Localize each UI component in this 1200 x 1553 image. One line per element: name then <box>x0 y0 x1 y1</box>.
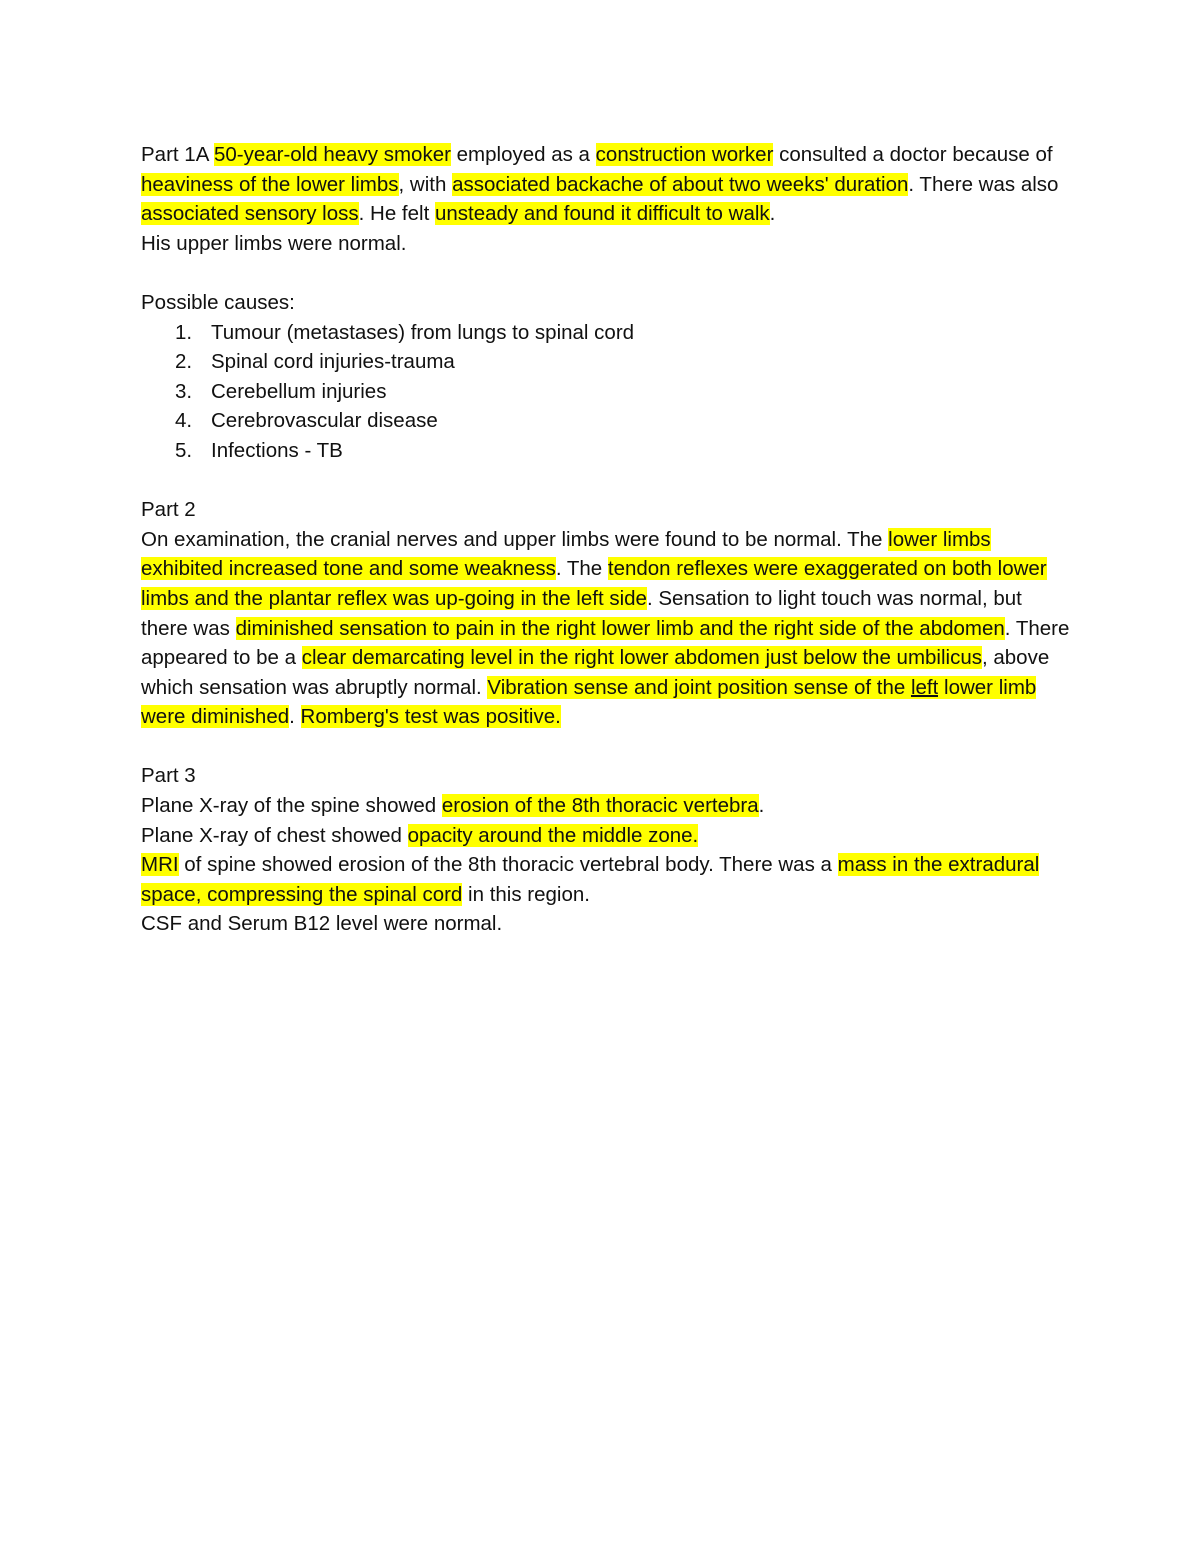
part3-text: Plane X-ray of the spine showed <box>141 794 442 818</box>
part1-text: . There was also <box>908 172 1059 196</box>
part3-line-chest-xray <box>141 821 1071 851</box>
list-number: 1. <box>175 320 193 344</box>
part1-text: employed as a <box>450 143 596 166</box>
part3-line-csf <box>141 909 1071 939</box>
list-number: 4. <box>175 409 193 433</box>
document-page <box>141 140 1071 939</box>
part1-paragraph <box>141 140 1071 258</box>
list-item-text: Cerebrovascular disease <box>211 409 438 433</box>
causes-list <box>141 318 1071 466</box>
highlight-occupation: construction worker <box>595 143 774 166</box>
list-item <box>141 347 1071 377</box>
part2-paragraph <box>141 525 1071 732</box>
part3-line-mri <box>141 850 1071 909</box>
highlight-smoker: 50-year-old heavy smoker <box>213 143 451 166</box>
part2-text: On examination, the cranial nerves and upper limbs were found to be normal. The <box>141 527 889 551</box>
part2-text: . <box>289 705 301 729</box>
highlight-opacity: opacity around the middle zone. <box>407 823 699 847</box>
highlight-diminished-sensation: diminished sensation to pain in the right lower limb and the right side of the abdomen <box>235 616 1005 640</box>
list-item-text: Tumour (metastases) from lungs to spinal cord <box>211 320 635 344</box>
highlight-lower-limbs: heaviness of the lower limbs <box>141 172 399 196</box>
list-number: 2. <box>175 350 193 374</box>
list-item <box>141 436 1071 466</box>
list-item-text: Infections - TB <box>211 438 343 462</box>
part1-text: . He felt <box>358 202 435 226</box>
blank-line <box>141 466 1071 496</box>
highlight-lower-limb-diminished: lower limb were diminished <box>141 675 1037 729</box>
part3-text: of spine showed erosion of the 8th thoracic vertebral body. There was a <box>178 853 838 877</box>
list-item <box>141 377 1071 407</box>
highlight-extradural-mass: mass in the extradural space, compressing the spinal cord <box>141 853 1040 906</box>
part1-text: . <box>769 202 776 226</box>
highlight-backache: associated backache of about two weeks' duration <box>452 172 909 196</box>
list-item <box>141 406 1071 436</box>
part3-text: . <box>758 794 765 818</box>
part3-text: CSF and Serum B12 level were normal. <box>141 912 503 936</box>
part3-line-spine-xray <box>141 791 1071 821</box>
highlight-demarcating-level: clear demarcating level in the right lower abdomen just below the umbilicus <box>301 646 982 670</box>
highlight-increased-tone: lower limbs exhibited increased tone and some weakness <box>141 527 991 581</box>
list-item-text: Spinal cord injuries-trauma <box>211 350 455 374</box>
highlight-romberg: Romberg's test was positive. <box>300 705 561 729</box>
highlight-mri: MRI <box>141 853 179 877</box>
part3-text: in this region. <box>462 882 590 906</box>
part2-text: . Sensation to light touch was normal, but there was <box>141 586 1022 640</box>
highlight-vibration-sense: Vibration sense and joint position sense of the <box>487 675 911 699</box>
highlight-tendon-reflexes: tendon reflexes were exaggerated on both lower limbs and the plantar reflex was up-going in the left side <box>141 557 1047 610</box>
causes-heading: Possible causes: <box>141 290 295 314</box>
part1-text: , with <box>398 172 453 196</box>
highlight-vertebra-erosion: erosion of the 8th thoracic vertebra <box>441 794 759 818</box>
part1-label: Part 1A <box>141 143 214 166</box>
highlight-unsteady: unsteady and found it difficult to walk <box>434 202 770 226</box>
part2-text: . The <box>555 557 608 581</box>
part2-heading: Part 2 <box>141 498 196 522</box>
list-number: 3. <box>175 379 193 403</box>
part2-text: , above which sensation was abruptly normal. <box>141 646 1050 699</box>
list-item-text: Cerebellum injuries <box>211 379 387 403</box>
blank-line <box>141 732 1071 762</box>
highlight-sensory-loss: associated sensory loss <box>141 202 359 226</box>
list-number: 5. <box>175 438 193 462</box>
part3-text: Plane X-ray of chest showed <box>141 823 408 847</box>
list-item <box>141 318 1071 348</box>
highlight-left-underlined: left <box>910 675 939 699</box>
part1-last-line: His upper limbs were normal. <box>141 231 407 255</box>
part3-heading: Part 3 <box>141 764 196 788</box>
part2-text: . There appeared to be a <box>141 616 1070 670</box>
blank-line <box>141 258 1071 288</box>
part1-text: consulted a doctor because of <box>773 143 1053 166</box>
